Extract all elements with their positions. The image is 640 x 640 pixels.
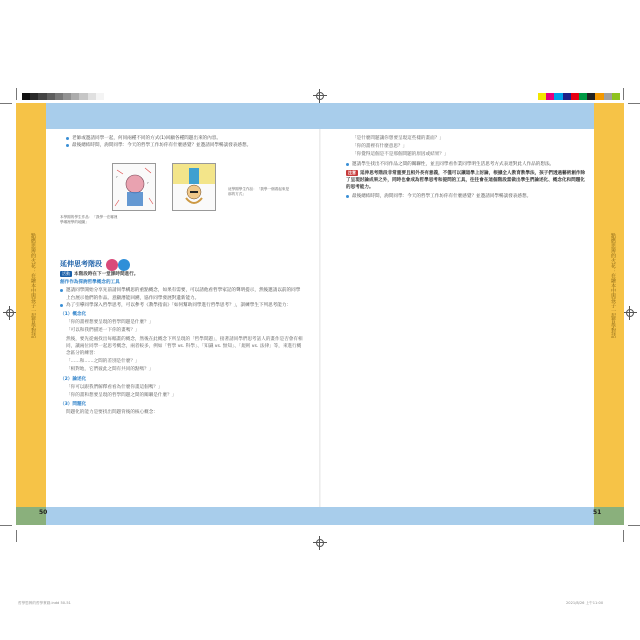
body-bullet: 邀請學生找出不同作品之間的關聯性，並且同學看作業同學明生活思考方式表達對此人作品的想法。 [346, 161, 586, 168]
footer-timestamp: 2021/8/26 上午11:00 [566, 601, 604, 605]
skill-line: 「你的畫和想要呈現的哲學問題之間的關聯是什麼？」 [66, 393, 177, 399]
activity-tag: 活動 [62, 271, 70, 276]
registration-mark-left [3, 306, 17, 320]
person-icon [106, 259, 118, 271]
body-bullet: 為了引導同學深入哲學思考，可以參考《教學指南》「如何幫助同學進行哲學思考？」，訓練學生下列思考能力： [60, 302, 304, 309]
crop-mark [628, 525, 640, 526]
registration-mark-bottom [313, 536, 327, 550]
crop-mark [0, 103, 12, 104]
skill-line: 然後，要先從處找出每幅畫的概念，然後在此概念下所呈現的「哲學問題」，接著請同學們思考話人的畫作是否會有相同，讓兩位同學一起思考概念，兩者較多，例如「哲學 vs. 科學」、「知識 vs. 無知」、「規則 vs. 法律」等，來進行概念區分的練習： [66, 336, 303, 357]
skill-heading: （2）論述化 [60, 376, 87, 382]
question-quote: 「是什麼問題讓你想要呈現這些樣的畫面？」 [352, 136, 444, 141]
bullet-dot-icon [66, 137, 69, 140]
crop-mark [623, 530, 624, 542]
skill-line: 「……和……之間的差別是什麼？」 [66, 359, 140, 365]
svg-text:?: ? [116, 175, 118, 179]
skill-line: 「相對地，它們彼此之間有共同的點嗎？」 [66, 367, 154, 373]
artwork-caption-right: 這學期學生作品：「我學一個看起來是那的方式」 [228, 187, 290, 196]
attention-tag: 注意 [348, 169, 356, 175]
attention-note: 注意 延伸思考階段非常重要且相外長有意義，不僅可以讓道學上討論，根據全人教育教學法，孩子們透過藝術創作除了呈現討論成果之外，同時也會成為哲學思考和提問的工具，往往會在這個階段當做出學生們論述化、概念化和問題化的思考能力。 [346, 169, 586, 191]
artwork-caption-left: 本學期的學生作品：「我學一在哪裡學哪裡學的地圖」 [60, 215, 118, 224]
body-bullet: 邀請同學開始分享先前請同學構思的重點概念，如果有需要，可以請他看哲學家記的聲明提示，然後邀請以前的同學上台展示他們的作品。意顯潛能回溯，協作同學發展對遺新能力。 [60, 287, 304, 301]
closing-bullet: 最後總結時間，詢問同學：今天的哲學工作坊你有什麼感覺？並邀請同學暢談發表感想。 [346, 193, 586, 200]
left-page-main [60, 259, 304, 418]
skill-line: 「你的畫裡想要呈現的哲學問題是什麼？」 [66, 320, 154, 326]
skill-line: 「你可以跟我們解釋看看為什麼你畫這個嗎？」 [66, 384, 163, 390]
bullet-dot-icon [60, 289, 63, 292]
skill-line: 「可以和我們描述一下你的畫嗎？」 [66, 328, 140, 334]
svg-text:?: ? [147, 181, 149, 185]
left-side-label: 點燃思辨的火花：在繪本中與孩子一起哲學對話 [30, 233, 36, 338]
left-page-number: 50 [39, 509, 48, 516]
left-page-intro [66, 135, 302, 149]
bullet-dot-icon [66, 144, 69, 147]
student-artwork-left [112, 163, 156, 211]
question-quote: 「你覺得這個是不是那個問題的原因或結果？」 [352, 152, 449, 158]
person-icon [118, 259, 130, 271]
section-note: 活動 本階段時在下一堂課時間進行。 [62, 271, 139, 277]
gutter [319, 129, 321, 507]
bullet-dot-icon [60, 304, 63, 307]
skill-line: 問題化的能力是要找出問題背後的核心概念： [66, 410, 158, 416]
artwork-face-drawing [113, 164, 155, 210]
footer-file-label: 哲學思辨的哲學實踐.indd 50-51 [18, 601, 71, 605]
registration-mark-right [623, 306, 637, 320]
bullet-dot-icon [346, 195, 349, 198]
skill-heading: （1）概念化 [60, 312, 87, 318]
crop-mark [16, 530, 17, 542]
grayscale-bar [22, 93, 104, 100]
crop-mark [623, 88, 624, 100]
student-artwork-right [172, 163, 216, 211]
book-spread [16, 103, 624, 525]
intro-bullet: 老師或邀請同學一起，何同兩種不同的方式(1)回顧各種問題出來的內容。 [66, 135, 302, 142]
bullet-dot-icon [346, 163, 349, 166]
color-calibration-bar [538, 93, 620, 100]
artwork-handstand-drawing [173, 164, 215, 210]
registration-mark-top-left [313, 89, 327, 103]
crop-mark [16, 88, 17, 100]
right-page-number: 51 [593, 509, 602, 516]
top-color-band [16, 103, 624, 129]
bottom-color-band [16, 507, 624, 525]
section-heading: 延伸思考階段 [60, 259, 304, 271]
crop-mark [0, 525, 12, 526]
right-side-label: 點燃思辨的火花：在繪本中與孩子一起哲學對話 [610, 233, 616, 338]
subsection-title: 創作作為探詢哲學概念的工具 [60, 280, 120, 286]
question-quote: 「你的畫裡有什麼意思？」 [352, 144, 408, 150]
intro-bullet: 最後總結時間，詢問同學：今天的哲學工作坊你有什麼感覺？並邀請同學暢談發表感想。 [66, 142, 302, 149]
crop-mark [628, 103, 640, 104]
skill-heading: （3）問題化 [60, 402, 87, 408]
right-page-main [346, 135, 586, 201]
